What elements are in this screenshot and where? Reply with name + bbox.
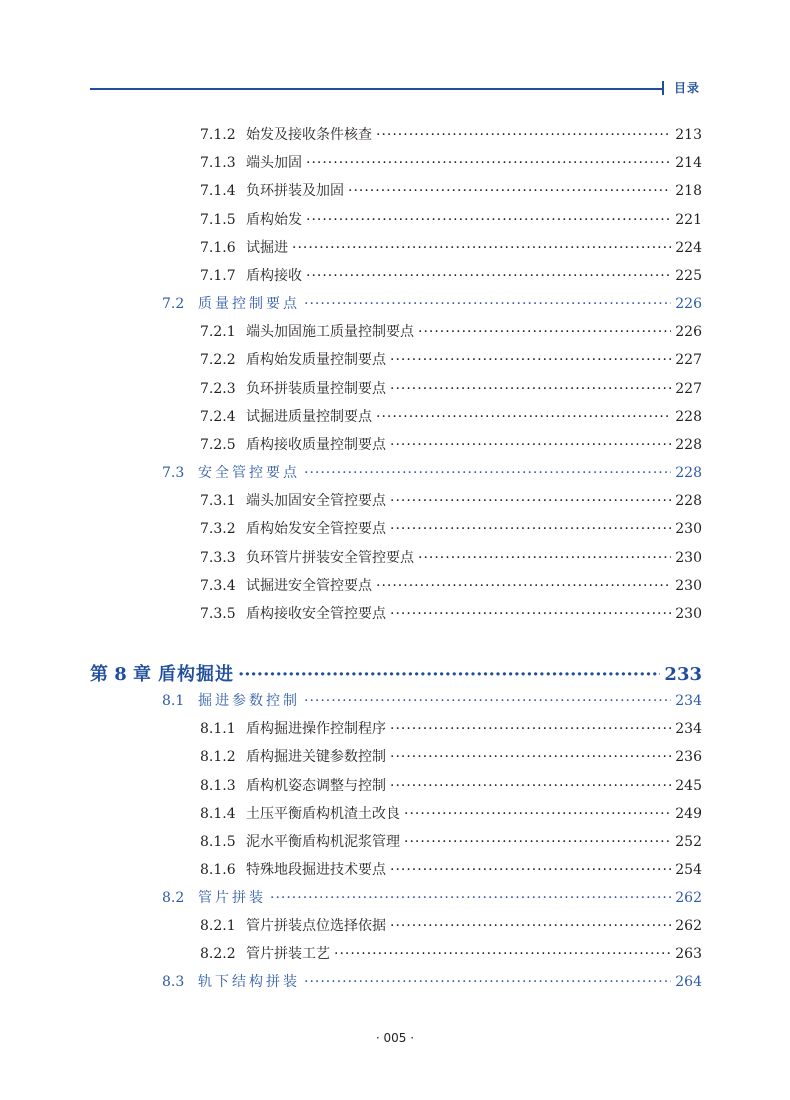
section-number: 7.2: [162, 296, 185, 312]
entry-number: 8.2.2: [200, 946, 236, 962]
entry-page: 262: [675, 918, 702, 934]
toc-entry[interactable]: [200, 209, 702, 231]
leader-dots: [270, 890, 671, 906]
toc-entry[interactable]: [200, 321, 702, 343]
entry-number: 7.1.4: [200, 183, 236, 199]
toc-entry[interactable]: [200, 434, 702, 456]
leader-dots: [404, 806, 671, 822]
leader-dots: [390, 778, 671, 794]
chapter-title: 盾构掘进: [158, 664, 234, 685]
entry-page: 230: [675, 578, 702, 594]
leader-dots: [376, 409, 671, 425]
entry-title: 盾构接收: [246, 268, 302, 284]
entry-page: 236: [675, 749, 702, 765]
entry-page: 230: [675, 521, 702, 537]
entry-title: 管片拼装点位选择依据: [246, 918, 386, 934]
toc-entry[interactable]: [200, 237, 702, 259]
toc-section[interactable]: [162, 971, 702, 993]
leader-dots: [418, 324, 671, 340]
leader-dots: [390, 606, 671, 622]
section-page: 228: [675, 465, 702, 481]
entry-number: 7.3.5: [200, 606, 236, 622]
entry-number: 7.3.1: [200, 493, 236, 509]
entry-number: 8.1.4: [200, 806, 236, 822]
entry-title: 端头加固: [246, 155, 302, 171]
section-page: 226: [675, 296, 702, 312]
entry-title: 始发及接收条件核查: [246, 127, 372, 143]
toc-entry[interactable]: [200, 265, 702, 287]
entry-number: 7.2.2: [200, 352, 236, 368]
leader-dots: [238, 664, 660, 685]
toc-entry[interactable]: [200, 831, 702, 853]
toc-chapter[interactable]: [90, 660, 702, 688]
toc-entry[interactable]: [200, 406, 702, 428]
toc-entry[interactable]: [200, 803, 702, 825]
entry-number: 8.1.6: [200, 862, 236, 878]
toc-entry[interactable]: [200, 575, 702, 597]
toc-entry[interactable]: [200, 718, 702, 740]
leader-dots: [292, 240, 671, 256]
section-number: 8.3: [162, 974, 185, 990]
entry-title: 盾构接收质量控制要点: [246, 437, 386, 453]
entry-number: 8.1.1: [200, 721, 236, 737]
toc-entry[interactable]: [200, 547, 702, 569]
leader-dots: [306, 268, 671, 284]
entry-number: 7.2.4: [200, 409, 236, 425]
header-title: 目录: [674, 81, 701, 95]
chapter-page: 233: [664, 664, 702, 685]
entry-number: 8.1.5: [200, 834, 236, 850]
entry-title: 端头加固施工质量控制要点: [246, 324, 414, 340]
entry-title: 盾构机姿态调整与控制: [246, 778, 386, 794]
entry-page: 214: [675, 155, 702, 171]
entry-page: 228: [675, 437, 702, 453]
toc-entry[interactable]: [200, 915, 702, 937]
leader-dots: [404, 834, 671, 850]
entry-title: 盾构掘进操作控制程序: [246, 721, 386, 737]
entry-number: 8.1.2: [200, 749, 236, 765]
leader-dots: [390, 862, 671, 878]
section-title: 质量控制要点: [198, 296, 300, 312]
entry-page: 249: [675, 806, 702, 822]
leader-dots: [306, 212, 671, 228]
leader-dots: [390, 749, 671, 765]
entry-number: 8.2.1: [200, 918, 236, 934]
entry-title: 盾构掘进关键参数控制: [246, 749, 386, 765]
entry-title: 泥水平衡盾构机泥浆管理: [246, 834, 400, 850]
leader-dots: [390, 918, 671, 934]
entry-page: 254: [675, 862, 702, 878]
entry-page: 228: [675, 409, 702, 425]
entry-title: 负环管片拼装安全管控要点: [246, 550, 414, 566]
toc-section[interactable]: [162, 293, 702, 315]
entry-number: 7.1.2: [200, 127, 236, 143]
section-title: 安全管控要点: [198, 465, 300, 481]
leader-dots: [390, 521, 671, 537]
leader-dots: [304, 974, 671, 990]
entry-page: 252: [675, 834, 702, 850]
entry-title: 管片拼装工艺: [246, 946, 330, 962]
leader-dots: [376, 578, 671, 594]
entry-number: 7.1.6: [200, 240, 236, 256]
entry-page: 228: [675, 493, 702, 509]
entry-title: 试掘进质量控制要点: [246, 409, 372, 425]
section-title: 管片拼装: [198, 890, 266, 906]
toc-entry[interactable]: [200, 603, 702, 625]
toc-entry[interactable]: [200, 124, 702, 146]
toc-entry[interactable]: [200, 490, 702, 512]
entry-title: 盾构始发质量控制要点: [246, 352, 386, 368]
section-number: 8.1: [162, 693, 185, 709]
entry-page: 263: [675, 946, 702, 962]
toc-entry[interactable]: [200, 746, 702, 768]
entry-number: 7.3.2: [200, 521, 236, 537]
toc-entry[interactable]: [200, 180, 702, 202]
section-title: 掘进参数控制: [198, 693, 300, 709]
leader-dots: [390, 493, 671, 509]
toc-section[interactable]: [162, 690, 702, 712]
section-number: 7.3: [162, 465, 185, 481]
entry-page: 221: [675, 212, 702, 228]
entry-page: 225: [675, 268, 702, 284]
section-page: 262: [675, 890, 702, 906]
section-title: 轨下结构拼装: [198, 974, 300, 990]
entry-title: 试掘进: [246, 240, 288, 256]
entry-page: 213: [675, 127, 702, 143]
entry-page: 227: [675, 352, 702, 368]
leader-dots: [390, 721, 671, 737]
entry-page: 218: [675, 183, 702, 199]
chapter-number: 第 8 章: [90, 664, 152, 685]
section-page: 234: [675, 693, 702, 709]
entry-title: 土压平衡盾构机渣土改良: [246, 806, 400, 822]
toc-entry[interactable]: [200, 859, 702, 881]
entry-title: 负环拼装质量控制要点: [246, 381, 386, 397]
entry-page: 224: [675, 240, 702, 256]
leader-dots: [304, 296, 671, 312]
entry-number: 8.1.3: [200, 778, 236, 794]
leader-dots: [334, 946, 671, 962]
entry-number: 7.1.5: [200, 212, 236, 228]
leader-dots: [304, 465, 671, 481]
toc-entry[interactable]: [200, 775, 702, 797]
entry-number: 7.3.3: [200, 550, 236, 566]
toc-entry[interactable]: [200, 518, 702, 540]
entry-title: 特殊地段掘进技术要点: [246, 862, 386, 878]
section-number: 8.2: [162, 890, 185, 906]
entry-title: 盾构接收安全管控要点: [246, 606, 386, 622]
toc-entry[interactable]: [200, 378, 702, 400]
toc-section[interactable]: [162, 462, 702, 484]
entry-number: 7.2.5: [200, 437, 236, 453]
toc-section[interactable]: [162, 887, 702, 909]
entry-title: 盾构始发: [246, 212, 302, 228]
toc-entry[interactable]: [200, 349, 702, 371]
entry-page: 230: [675, 550, 702, 566]
entry-title: 负环拼装及加固: [246, 183, 344, 199]
entry-page: 234: [675, 721, 702, 737]
entry-number: 7.3.4: [200, 578, 236, 594]
entry-page: 230: [675, 606, 702, 622]
toc-entry[interactable]: [200, 152, 702, 174]
leader-dots: [418, 550, 671, 566]
leader-dots: [348, 183, 671, 199]
leader-dots: [390, 381, 671, 397]
entry-number: 7.1.7: [200, 268, 236, 284]
toc-entry[interactable]: [200, 943, 702, 965]
entry-number: 7.1.3: [200, 155, 236, 171]
entry-number: 7.2.1: [200, 324, 236, 340]
leader-dots: [306, 155, 671, 171]
entry-page: 226: [675, 324, 702, 340]
entry-page: 245: [675, 778, 702, 794]
entry-title: 试掘进安全管控要点: [246, 578, 372, 594]
leader-dots: [390, 352, 671, 368]
leader-dots: [304, 693, 671, 709]
entry-title: 端头加固安全管控要点: [246, 493, 386, 509]
leader-dots: [376, 127, 671, 143]
entry-title: 盾构始发安全管控要点: [246, 521, 386, 537]
entry-page: 227: [675, 381, 702, 397]
section-page: 264: [675, 974, 702, 990]
leader-dots: [390, 437, 671, 453]
page-number: · 005 ·: [375, 1031, 415, 1045]
entry-number: 7.2.3: [200, 381, 236, 397]
